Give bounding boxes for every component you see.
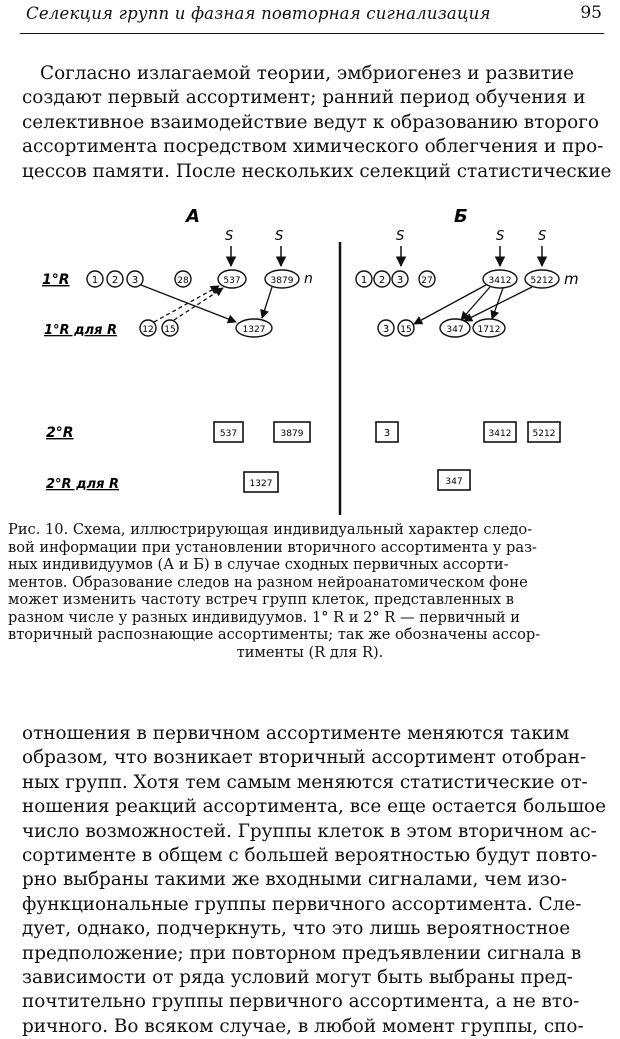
svg-text:1712: 1712 xyxy=(477,325,501,335)
running-title: Селекция групп и фазная повторная сигнализация xyxy=(26,4,491,23)
svg-text:12: 12 xyxy=(142,325,154,335)
text-line: селективное взаимодействие ведут к образованию второго xyxy=(22,111,599,133)
cell-group xyxy=(107,271,123,287)
cell-group xyxy=(473,319,505,337)
svg-text:5212: 5212 xyxy=(532,429,556,439)
cell-group xyxy=(127,271,143,287)
group-count-n: n xyxy=(304,271,313,287)
figure-10 xyxy=(0,195,620,515)
svg-text:537: 537 xyxy=(223,276,241,286)
text-line: отношения в первичном ассортименте меняются таким xyxy=(22,723,570,744)
text-line: ричного. Во всяком случае, в любой момент группы, спо- xyxy=(22,1015,584,1037)
cell-group xyxy=(398,320,414,336)
text-line: рно выбраны такими же входными сигналами, чем изо- xyxy=(22,869,567,891)
svg-text:3: 3 xyxy=(131,275,139,286)
cell-group xyxy=(392,271,408,287)
signal-label: S xyxy=(496,229,505,244)
svg-text:3879: 3879 xyxy=(280,429,304,439)
panel-label-b: Б xyxy=(454,206,468,227)
svg-text:3: 3 xyxy=(383,428,391,439)
running-header xyxy=(20,0,604,34)
group-count-m: m xyxy=(564,270,579,288)
svg-text:347: 347 xyxy=(445,477,463,487)
svg-text:3: 3 xyxy=(396,275,404,286)
cell-group xyxy=(236,319,272,337)
cell-group xyxy=(140,320,156,336)
text-line: почтительно группы первичного ассортимента, а не вто- xyxy=(22,991,580,1013)
text-line: дует, однако, подчеркнуть, что это лишь вероятностное xyxy=(22,918,571,940)
text-line: образом, что возникает вторичный ассортимент отобран- xyxy=(22,747,587,769)
row-label-primary-r-for-r: 1°R для R xyxy=(44,323,117,338)
connection-arrow xyxy=(154,286,219,322)
caption-line: вторичный распознающие ассортименты; так же обозначены ассор- xyxy=(8,626,541,643)
cell-group xyxy=(162,320,178,336)
cell-group xyxy=(87,271,103,287)
secondary-group-box xyxy=(274,422,310,442)
cell-group xyxy=(356,271,372,287)
svg-text:1327: 1327 xyxy=(249,479,273,489)
svg-text:3412: 3412 xyxy=(488,429,512,439)
caption-line: разном числе у разных индивидуумов. 1° R и 2° R — первичный и xyxy=(8,608,520,626)
signal-label: S xyxy=(538,229,547,244)
svg-text:1: 1 xyxy=(360,275,368,286)
panel-label-a: А xyxy=(186,206,200,227)
caption-line: Рис. 10. Схема, иллюстрирующая индивидуальный характер следо- xyxy=(8,521,533,538)
secondary-group-box xyxy=(244,472,278,492)
cell-group xyxy=(440,319,470,337)
text-line: ассортимента посредством химического облегчения и про- xyxy=(22,136,604,158)
caption-line: ных индивидуумов (А и Б) в случае сходных первичных ассорти- xyxy=(8,556,509,573)
cell-group xyxy=(175,271,191,287)
svg-text:15: 15 xyxy=(164,325,176,335)
cell-group xyxy=(378,320,394,336)
text-line: зависимости от ряда условий могут быть выбраны пред- xyxy=(22,967,573,989)
svg-text:2: 2 xyxy=(378,275,386,286)
row-label-secondary: 2°R xyxy=(46,425,74,441)
cell-group xyxy=(218,270,246,288)
cell-group xyxy=(525,270,559,288)
text-line: Согласно излагаемой теории, эмбриогенез и развитие xyxy=(40,63,575,84)
text-line: сортименте в общем с большей вероятностью будут повто- xyxy=(22,845,598,867)
intro-paragraph xyxy=(22,62,612,184)
svg-text:3412: 3412 xyxy=(488,276,512,286)
secondary-group-box xyxy=(484,422,516,442)
caption-line: вой информации при установлении вторичного ассортимента у раз- xyxy=(8,538,537,556)
text-line: функциональные группы первичного ассортимента. Сле- xyxy=(22,893,582,915)
svg-text:15: 15 xyxy=(400,325,412,335)
signal-label: S xyxy=(225,229,234,244)
cell-group xyxy=(419,271,435,287)
cell-group xyxy=(374,271,390,287)
text-line: ношения реакций ассортимента, все еще остается большое xyxy=(22,796,606,818)
connection-arrow xyxy=(174,288,223,320)
secondary-group-box xyxy=(528,422,560,442)
caption-line: тименты (R для R). xyxy=(236,643,384,661)
connection-arrow xyxy=(141,285,236,322)
page-number: 95 xyxy=(580,3,602,23)
svg-text:347: 347 xyxy=(446,325,464,335)
text-line: число возможностей. Группы клеток в этом вторичном ас- xyxy=(22,820,597,842)
svg-text:28: 28 xyxy=(177,276,189,286)
text-line: создают первый ассортимент; ранний период обучения и xyxy=(22,87,586,109)
svg-text:3879: 3879 xyxy=(270,276,294,286)
signal-label: S xyxy=(396,229,405,244)
cell-group xyxy=(265,270,299,288)
secondary-group-box xyxy=(214,422,243,442)
signal-label: S xyxy=(275,229,284,244)
text-line: цессов памяти. После нескольких селекций статистические xyxy=(22,160,612,182)
svg-text:1327: 1327 xyxy=(242,325,266,335)
svg-text:537: 537 xyxy=(219,429,238,439)
svg-text:5212: 5212 xyxy=(530,276,554,286)
caption-line: может изменить частоту встреч групп клеток, представленных в xyxy=(8,591,514,608)
svg-text:2: 2 xyxy=(111,275,119,286)
connection-arrow xyxy=(492,288,503,319)
text-line: ных групп. Хотя тем самым меняются статистические от- xyxy=(22,771,588,793)
text-line: предположение; при повторном предъявлении сигнала в xyxy=(22,942,582,964)
svg-text:27: 27 xyxy=(421,276,433,286)
selection-diagram xyxy=(0,195,620,515)
svg-text:1: 1 xyxy=(91,275,99,286)
row-label-primary: 1°R xyxy=(42,272,70,288)
svg-text:3: 3 xyxy=(382,324,390,335)
caption-line: ментов. Образование следов на разном нейроанатомическом фоне xyxy=(8,573,528,591)
cell-group xyxy=(483,270,517,288)
secondary-group-box xyxy=(376,422,398,442)
row-label-secondary-r-for-r: 2°R для R xyxy=(46,477,119,492)
secondary-group-box xyxy=(438,470,470,490)
connection-arrow xyxy=(262,287,272,318)
body-paragraph xyxy=(22,722,606,1039)
figure-caption xyxy=(8,521,612,661)
